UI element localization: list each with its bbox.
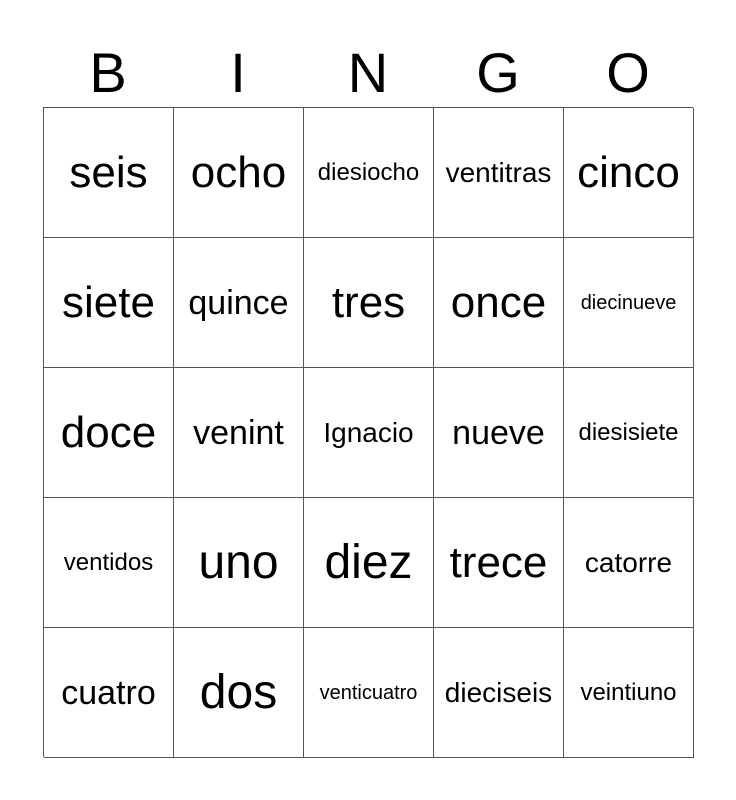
header-letter-i: I <box>230 41 246 104</box>
cell-text: trece <box>449 537 548 587</box>
bingo-cell[interactable] <box>174 628 304 758</box>
cell-text: tres <box>331 277 406 327</box>
cell-text: diez <box>324 535 413 589</box>
cell-text: venint <box>193 413 284 452</box>
cell-text: siete <box>62 277 155 327</box>
bingo-cell[interactable] <box>434 238 564 368</box>
bingo-cell[interactable] <box>44 498 174 628</box>
bingo-cell[interactable] <box>564 238 694 368</box>
header-letter-b: B <box>89 41 127 104</box>
cell-text: cinco <box>577 147 680 197</box>
header-letter-n: N <box>347 41 389 104</box>
header-letter-o: O <box>606 41 650 104</box>
cell-text: Ignacio <box>323 416 414 448</box>
cell-text: ventitras <box>445 156 552 188</box>
bingo-cell[interactable] <box>564 108 694 238</box>
cell-text: once <box>450 277 547 327</box>
bingo-cell[interactable] <box>434 498 564 628</box>
bingo-cell[interactable] <box>564 628 694 758</box>
cell-text: quince <box>188 283 289 322</box>
cell-text: dieciseis <box>444 676 553 708</box>
bingo-cell[interactable] <box>434 628 564 758</box>
bingo-cell[interactable] <box>174 498 304 628</box>
bingo-board <box>43 107 693 757</box>
cell-text: ocho <box>190 147 287 197</box>
cell-text: veintiuno <box>580 678 677 706</box>
bingo-cell[interactable] <box>174 238 304 368</box>
cell-text: venticuatro <box>319 681 418 704</box>
bingo-cell[interactable] <box>44 368 174 498</box>
bingo-cell[interactable] <box>304 368 434 498</box>
bingo-cell[interactable] <box>174 108 304 238</box>
header-letter-g: G <box>476 41 520 104</box>
bingo-cell[interactable] <box>304 628 434 758</box>
cell-text: nueve <box>452 413 545 452</box>
bingo-cell[interactable] <box>44 628 174 758</box>
bingo-cell[interactable] <box>44 108 174 238</box>
bingo-cell[interactable] <box>434 108 564 238</box>
bingo-cell[interactable] <box>564 498 694 628</box>
cell-text: doce <box>60 407 157 457</box>
bingo-cell[interactable] <box>304 498 434 628</box>
cell-text: diesisiete <box>578 418 679 446</box>
cell-text: diecinueve <box>580 291 677 314</box>
cell-text: cuatro <box>61 673 156 712</box>
bingo-cell[interactable] <box>304 108 434 238</box>
cell-text: dos <box>199 665 278 719</box>
cell-text: ventidos <box>63 548 154 576</box>
bingo-cell[interactable] <box>564 368 694 498</box>
bingo-cell[interactable] <box>174 368 304 498</box>
cell-text: uno <box>198 535 279 589</box>
cell-text: catorre <box>584 546 673 578</box>
cell-text: seis <box>69 147 148 197</box>
bingo-cell[interactable] <box>44 238 174 368</box>
cell-text: diesiocho <box>317 158 420 186</box>
bingo-header <box>43 38 693 108</box>
bingo-cell[interactable] <box>434 368 564 498</box>
bingo-cell[interactable] <box>304 238 434 368</box>
